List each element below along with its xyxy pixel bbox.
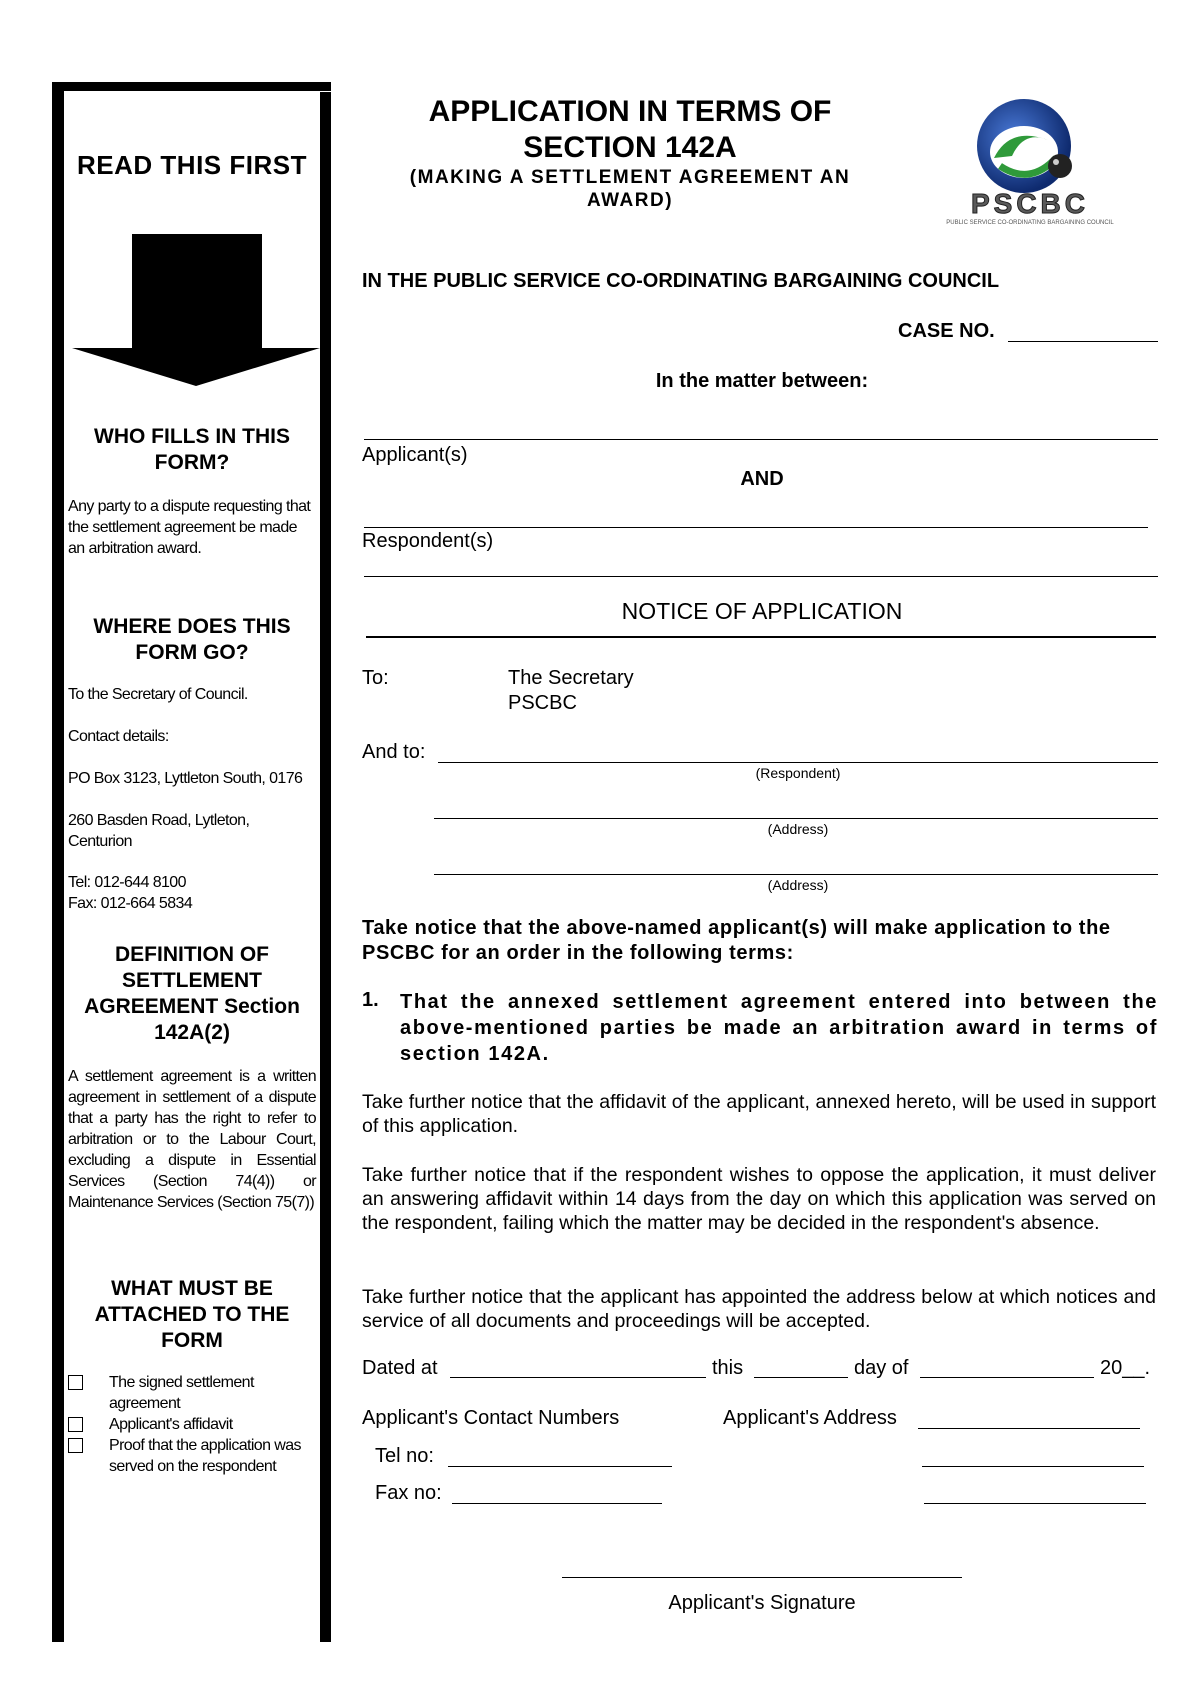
- notice-heading-rule: [366, 636, 1156, 638]
- attachment-item: The signed settlement agreement: [68, 1372, 316, 1414]
- signature-label: Applicant's Signature: [668, 1592, 856, 1614]
- this-label: this: [712, 1357, 744, 1379]
- pscbc-logo: [920, 96, 1136, 230]
- paragraph-affidavit: Take further notice that the affidavit of the applicant, annexed hereto, will be used in support of this application.: [362, 1091, 1156, 1137]
- year-label: 20__.: [1100, 1357, 1151, 1379]
- address-field-1[interactable]: [434, 818, 1158, 819]
- contact-label: Contact details:: [68, 728, 169, 745]
- address-caption-2: (Address): [767, 877, 829, 893]
- separator-line: [364, 576, 1158, 577]
- who-fills-heading: WHO FILLS IN THIS FORM?: [94, 425, 290, 474]
- logo-caption: PUBLIC SERVICE CO-ORDINATING BARGAINING COUNCIL: [946, 220, 1114, 226]
- attachments-list: [68, 1372, 316, 1477]
- page-title: APPLICATION IN TERMS OF SECTION 142A: [428, 95, 832, 164]
- term-number: 1.: [362, 989, 379, 1011]
- to-label: To:: [362, 667, 389, 689]
- tel-no-label: Tel no:: [375, 1445, 434, 1467]
- definition-text: A settlement agreement is a written agreement in settlement of a dispute that a party has the right to refer to arbitration or to the Labour Court, excluding a dispute in Essential Services (Section 74(4)) or Maintenance Services (Section 75(7)): [68, 1068, 316, 1211]
- po-box: PO Box 3123, Lyttleton South, 0176: [68, 770, 303, 787]
- applicant-address-field-2[interactable]: [922, 1466, 1144, 1467]
- sidebar-border-top: [52, 82, 331, 91]
- dated-at-field[interactable]: [450, 1377, 706, 1378]
- fax-no-label: Fax no:: [375, 1482, 442, 1504]
- month-field[interactable]: [920, 1377, 1094, 1378]
- paragraph-address: Take further notice that the applicant has appointed the address below at which notices and service of all documents and proceedings will be accepted.: [362, 1286, 1156, 1332]
- checkbox-icon[interactable]: [68, 1438, 83, 1453]
- day-field[interactable]: [754, 1377, 848, 1378]
- paragraph-oppose: Take further notice that if the respondent wishes to oppose the application, it must deliver an answering affidavit within 14 days from the day on which this application was served on the respondent, failing which the matter may be decided in the respondent's absence.: [362, 1164, 1156, 1234]
- dated-at-label: Dated at: [362, 1357, 438, 1379]
- applicant-label: Applicant(s): [362, 444, 468, 466]
- attach-heading: WHAT MUST BE ATTACHED TO THE FORM: [94, 1277, 290, 1352]
- notice-heading: NOTICE OF APPLICATION: [621, 598, 903, 624]
- tel-no-field[interactable]: [448, 1466, 672, 1467]
- address-caption-1: (Address): [767, 821, 829, 837]
- fax: Fax: 012-664 5834: [68, 895, 193, 912]
- attachment-item: Applicant's affidavit: [68, 1414, 316, 1435]
- applicant-field[interactable]: [364, 439, 1158, 440]
- checkbox-icon[interactable]: [68, 1375, 83, 1390]
- applicant-address-field-1[interactable]: [918, 1428, 1140, 1429]
- case-no-field[interactable]: [1008, 341, 1158, 342]
- notice-intro: Take notice that the above-named applicant(s) will make application to the PSCBC for an order in the following terms:: [362, 917, 1111, 964]
- to-org: PSCBC: [508, 692, 577, 714]
- who-fills-text: Any party to a dispute requesting that the settlement agreement be made an arbitration award.: [68, 498, 311, 557]
- and-label: AND: [740, 468, 784, 490]
- to-name: The Secretary: [508, 667, 634, 689]
- logo-text: PSCBC: [970, 188, 1089, 219]
- definition-heading: DEFINITION OF SETTLEMENT AGREEMENT Section 142A(2): [84, 943, 300, 1044]
- attachment-item: Proof that the application was served on the respondent: [68, 1435, 316, 1477]
- street-address: 260 Basden Road, Lytleton, Centurion: [68, 812, 250, 850]
- term-text: That the annexed settlement agreement entered into between the above-mentioned parties be made an arbitration award in terms of section 142A.: [400, 991, 1158, 1065]
- and-to-label: And to:: [362, 741, 426, 763]
- tel: Tel: 012-644 8100: [68, 874, 186, 891]
- case-no-label: CASE NO.: [898, 320, 995, 342]
- respondent-field[interactable]: [364, 527, 1148, 528]
- respondent-label: Respondent(s): [362, 530, 494, 552]
- fax-no-field[interactable]: [452, 1503, 662, 1504]
- council-heading: IN THE PUBLIC SERVICE CO-ORDINATING BARGAINING COUNCIL: [362, 270, 1000, 292]
- where-goes-heading: WHERE DOES THIS FORM GO?: [93, 615, 291, 664]
- page-subtitle: (MAKING A SETTLEMENT AGREEMENT AN AWARD): [409, 167, 851, 211]
- where-goes-text: To the Secretary of Council.: [68, 686, 248, 703]
- checkbox-icon[interactable]: [68, 1417, 83, 1432]
- sidebar-title: READ THIS FIRST: [77, 150, 307, 180]
- respondent-caption: (Respondent): [755, 765, 841, 781]
- applicant-address-label: Applicant's Address: [723, 1407, 897, 1429]
- and-to-respondent-field[interactable]: [438, 762, 1158, 763]
- day-of-label: day of: [854, 1357, 909, 1379]
- matter-between: In the matter between:: [655, 370, 869, 392]
- down-arrow-icon: [68, 232, 324, 388]
- contact-numbers-label: Applicant's Contact Numbers: [362, 1407, 620, 1429]
- sidebar-border-left: [52, 82, 64, 1642]
- applicant-address-field-3[interactable]: [924, 1503, 1146, 1504]
- signature-field[interactable]: [562, 1577, 962, 1578]
- address-field-2[interactable]: [434, 874, 1158, 875]
